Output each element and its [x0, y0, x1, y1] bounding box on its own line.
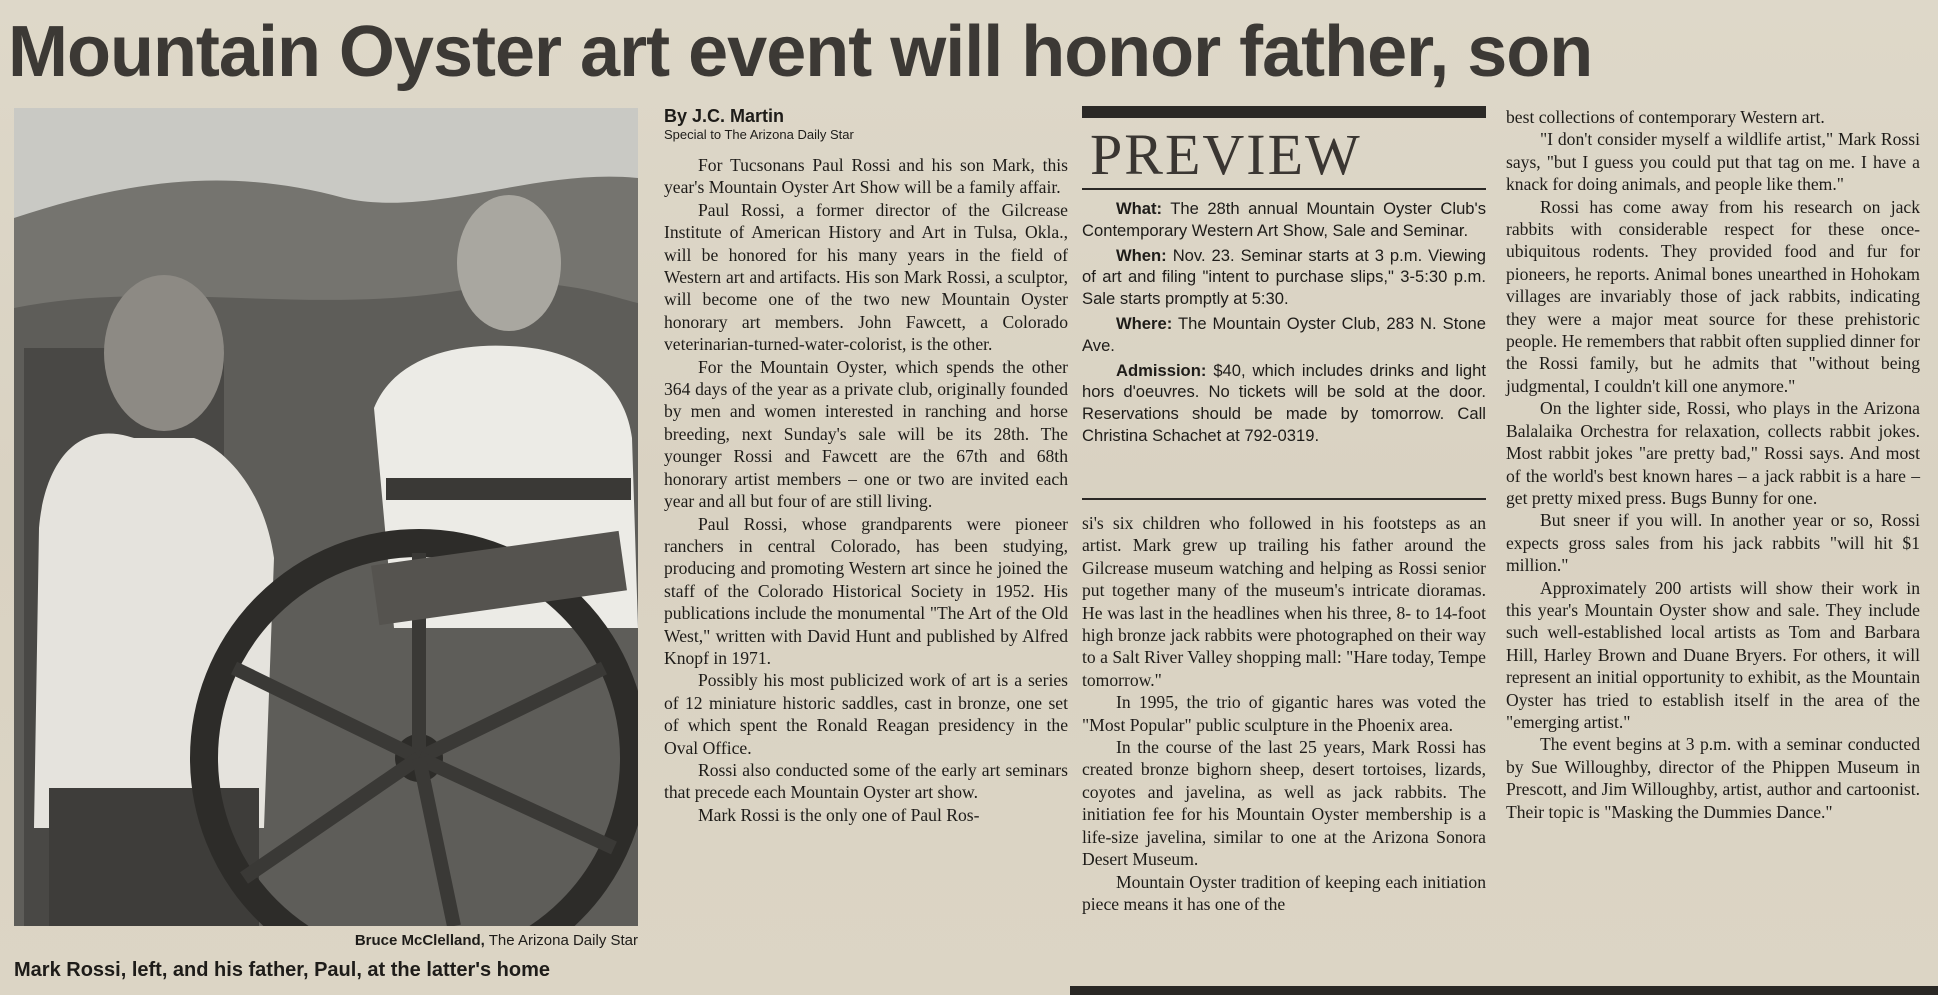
paragraph: si's six children who followed in his footsteps as an artist. Mark grew up trailing his father around the Gilcrease museum watching and helping as Rossi senior put together many of the museum's intricate dioramas. He was last in the headlines when his three, 8- to 14-foot high bronze jack rabbits were photographed on their way to a Salt River Valley shopping mall: "Hare today, Tempe tomorrow." — [1082, 513, 1486, 690]
preview-when — [1082, 245, 1486, 310]
paragraph: Paul Rossi, a former director of the Gilcrease Institute of American History and Art in Tulsa, Okla., will be honored for his many years in the field of Western art and artifacts. His son Mark Rossi, a sculptor, will become one of the two new Mountain Oyster honorary art members. John Fawcett, a Colorado veterinarian-turned-water-colorist, is the other. — [664, 199, 1068, 355]
preview-rule-top — [1082, 106, 1486, 118]
article-column-3 — [1506, 106, 1920, 986]
preview-where-label: Where: — [1116, 313, 1173, 333]
paragraph: best collections of contemporary Western art. — [1506, 107, 1825, 127]
photo-credit — [14, 932, 638, 954]
preview-title: PREVIEW — [1090, 122, 1362, 187]
paragraph: Approximately 200 artists will show their work in this year's Mountain Oyster show and sale. They include such well-established local artists as Tom and Barbara Hill, Harley Brown and Duane Bryers. For others, it will represent an initial opportunity to exhibit, as the Mountain Oyster has tried to establish itself in the area of the "emerging artist." — [1506, 577, 1920, 732]
paragraph: Paul Rossi, whose grandparents were pioneer ranchers in central Colorado, has been studying, producing and promoting Western art since he joined the staff of the Colorado Historical Society in 1952. His publications include the monumental "The Art of the Old West," written with David Hunt and published by Alfred Knopf in 1971. — [664, 513, 1068, 668]
paragraph: But sneer if you will. In another year or so, Rossi expects gross sales from his jack rabbits "will hit $1 million." — [1506, 510, 1920, 576]
paragraph: Possibly his most publicized work of art is a series of 12 miniature historic saddles, cast in bronze, one set of which spent the Ronald Reagan presidency in the Oval Office. — [664, 670, 1068, 758]
paragraph: "I don't consider myself a wildlife artist," Mark Rossi says, "but I guess you could put that tag on me. I have a knack for doing animals, and people like them." — [1506, 129, 1920, 195]
photo-caption: Mark Rossi, left, and his father, Paul, at the latter's home — [14, 959, 551, 981]
byline-special: Special to The Arizona Daily Star — [664, 127, 854, 142]
bottom-border — [1070, 986, 1938, 995]
preview-rule-bottom — [1082, 498, 1486, 500]
article-column-2 — [1082, 512, 1486, 986]
article-column-1 — [664, 106, 1068, 986]
preview-rule — [1082, 188, 1486, 190]
preview-where-text: The Mountain Oyster Club, 283 N. Stone Ave. — [1082, 313, 1487, 355]
paragraph: In 1995, the trio of gigantic hares was voted the "Most Popular" public sculpture in the Phoenix area. — [1082, 692, 1486, 735]
preview-box — [1082, 198, 1486, 484]
preview-what — [1082, 198, 1486, 242]
photo — [14, 108, 638, 926]
paragraph: On the lighter side, Rossi, who plays in the Arizona Balalaika Orchestra for relaxation, collects rabbit jokes. Most rabbit jokes "are pretty bad," Rossi says. And most of the world's best known hares – a jack rabbit is a hare – get pretty mixed press. Bugs Bunny for one. — [1506, 398, 1920, 508]
paragraph: Rossi has come away from his research on jack rabbits with considerable respect for these once-ubiquitous rodents. They provided food and fur for pioneers, he reports. Animal bones unearthed in Hohokam villages are invariably those of jack rabbits, indicating they were a major meat source for these prehistoric people. He remembers that rabbit often supplied dinner for the Rossi family, but he admits that "without being judgmental, I couldn't kill one anymore." — [1506, 196, 1920, 396]
paragraph: Rossi also conducted some of the early art seminars that precede each Mountain Oyster art show. — [664, 759, 1068, 803]
paragraph: The event begins at 3 p.m. with a seminar conducted by Sue Willoughby, director of the Phippen Museum in Prescott, and Jim Willoughby, artist, author and cartoonist. Their topic is "Masking the Dummies Dance." — [1506, 734, 1920, 822]
preview-where — [1082, 313, 1486, 357]
byline: By J.C. Martin — [664, 106, 785, 126]
paragraph: In the course of the last 25 years, Mark Rossi has created bronze bighorn sheep, desert tortoises, lizards, coyotes and javelina, as well as jack rabbits. The initiation fee for his Mountain Oyster membership is a life-size javelina, similar to one at the Arizona Sonora Desert Museum. — [1082, 737, 1486, 870]
photo-illustration — [14, 108, 638, 926]
paragraph: Mark Rossi is the only one of Paul Ros- — [698, 804, 980, 825]
preview-admission-text: $40, which includes drinks and light hors d'oeuvres. No tickets will be sold at the door. Reservations should be made by tomorrow. Call Christina Schachet at 792-0319. — [1082, 360, 1486, 445]
preview-when-label: When: — [1116, 245, 1167, 265]
paragraph: For the Mountain Oyster, which spends the other 364 days of the year as a private club, originally founded by men and women interested in ranching and horse breeding, next Sunday's sale will be its 28th. The younger Rossi and Fawcett are the 67th and 68th honorary artist members – one or two are invited each year and all but four of are still living. — [664, 356, 1068, 512]
photo-credit-org: The Arizona Daily Star — [488, 932, 638, 949]
headline: Mountain Oyster art event will honor father, son — [8, 12, 1593, 92]
preview-when-text: Nov. 23. Seminar starts at 3 p.m. Viewing of art and filing "intent to purchase slips," 3-5:30 p.m. Sale starts promptly at 5:30. — [1082, 245, 1486, 309]
paragraph: For Tucsonans Paul Rossi and his son Mark, this year's Mountain Oyster Art Show will be a family affair. — [664, 155, 1068, 198]
preview-what-label: What: — [1116, 199, 1163, 218]
preview-admission — [1082, 360, 1486, 447]
paragraph: Mountain Oyster tradition of keeping each initiation piece means it has one of the — [1082, 871, 1486, 914]
preview-admission-label: Admission: — [1116, 360, 1207, 380]
preview-what-text: The 28th annual Mountain Oyster Club's Contemporary Western Art Show, Sale and Seminar. — [1082, 199, 1487, 240]
photo-credit-name: Bruce McClelland, — [354, 932, 485, 949]
